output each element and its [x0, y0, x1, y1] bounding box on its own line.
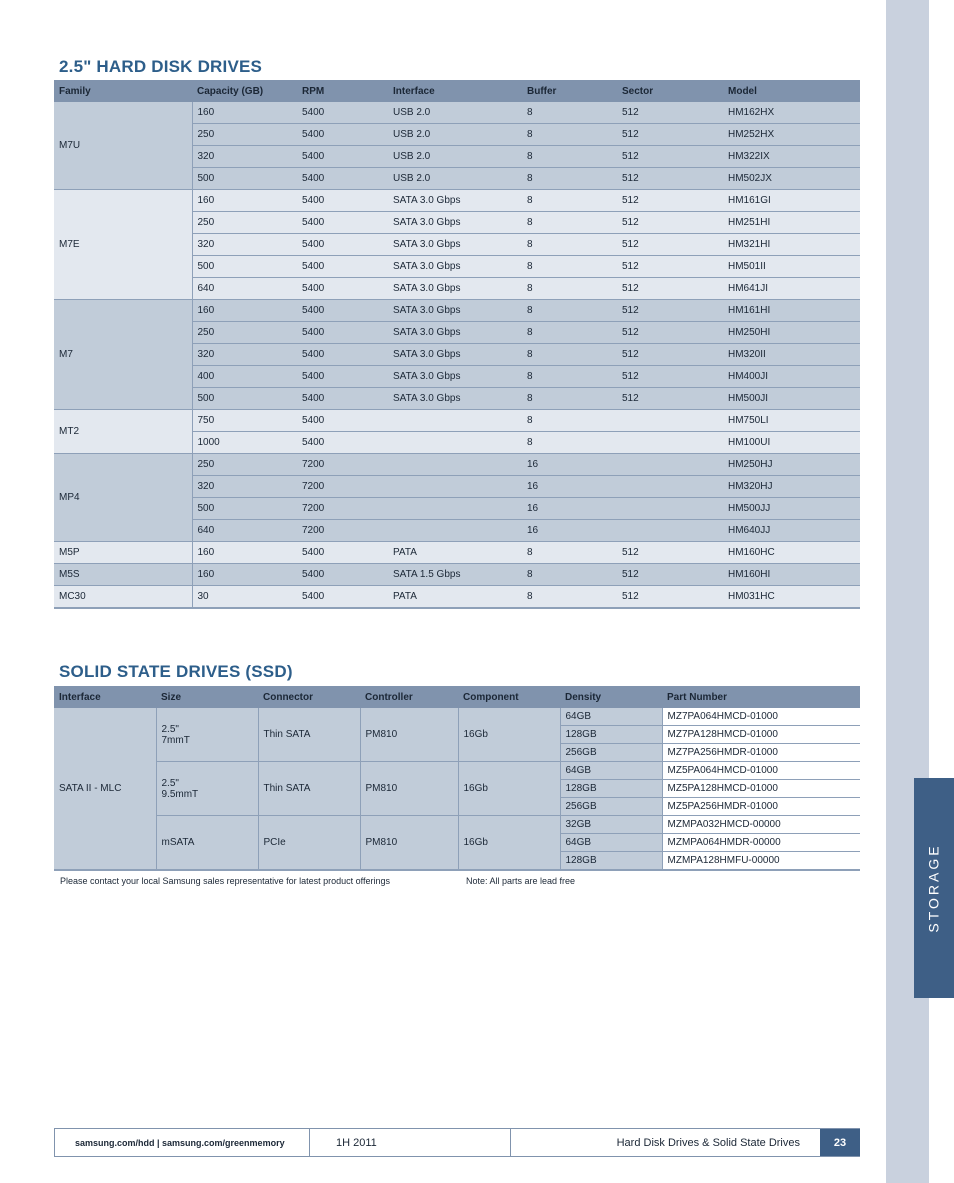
ssd-header-cell: Size — [156, 686, 258, 708]
table-cell: 8 — [522, 256, 617, 278]
table-cell: 8 — [522, 564, 617, 586]
ssd-header-cell: Density — [560, 686, 662, 708]
table-cell: HM160HI — [723, 564, 860, 586]
table-cell: 512 — [617, 168, 723, 190]
part-number-cell: MZMPA128HMFU-00000 — [662, 852, 860, 871]
table-cell: USB 2.0 — [388, 102, 522, 124]
table-cell: 512 — [617, 322, 723, 344]
component-cell: 16Gb — [458, 762, 560, 816]
table-cell: 320 — [192, 476, 297, 498]
table-cell: HM162HX — [723, 102, 860, 124]
table-cell: 7200 — [297, 476, 388, 498]
table-cell: 8 — [522, 366, 617, 388]
table-cell: SATA 3.0 Gbps — [388, 344, 522, 366]
density-cell: 256GB — [560, 798, 662, 816]
table-cell: HM321HI — [723, 234, 860, 256]
table-cell: 16 — [522, 520, 617, 542]
hdd-header-cell: Capacity (GB) — [192, 80, 297, 102]
table-cell: HM641JI — [723, 278, 860, 300]
table-cell: 5400 — [297, 300, 388, 322]
density-cell: 256GB — [560, 744, 662, 762]
table-cell: 512 — [617, 190, 723, 212]
ssd-header-cell: Interface — [54, 686, 156, 708]
table-cell — [388, 454, 522, 476]
hdd-header-cell: Sector — [617, 80, 723, 102]
connector-cell: PCIe — [258, 816, 360, 871]
table-cell: 400 — [192, 366, 297, 388]
table-cell: 5400 — [297, 234, 388, 256]
table-cell: SATA 3.0 Gbps — [388, 256, 522, 278]
density-cell: 32GB — [560, 816, 662, 834]
size-cell: 2.5" 7mmT — [156, 708, 258, 762]
table-cell: HM250HI — [723, 322, 860, 344]
interface-cell: SATA II - MLC — [54, 708, 156, 870]
hdd-section-title: 2.5" HARD DISK DRIVES — [59, 57, 263, 76]
table-cell: 5400 — [297, 432, 388, 454]
contact-note: Please contact your local Samsung sales representative for latest product offerings — [60, 876, 391, 886]
table-cell: 8 — [522, 586, 617, 609]
table-cell: 5400 — [297, 168, 388, 190]
table-cell: USB 2.0 — [388, 124, 522, 146]
size-cell: mSATA — [156, 816, 258, 871]
family-cell: M7 — [54, 300, 192, 410]
table-cell: 8 — [522, 234, 617, 256]
table-cell — [617, 520, 723, 542]
table-cell — [388, 520, 522, 542]
table-cell: 640 — [192, 278, 297, 300]
table-cell: 16 — [522, 454, 617, 476]
table-cell: 5400 — [297, 410, 388, 432]
table-cell: HM400JI — [723, 366, 860, 388]
table-cell: 16 — [522, 476, 617, 498]
connector-cell: Thin SATA — [258, 708, 360, 762]
table-cell: 160 — [192, 190, 297, 212]
density-cell: 128GB — [560, 726, 662, 744]
density-cell: 64GB — [560, 708, 662, 726]
table-cell — [617, 454, 723, 476]
table-cell: 8 — [522, 300, 617, 322]
ssd-section-title: SOLID STATE DRIVES (SSD) — [59, 662, 293, 681]
density-cell: 128GB — [560, 780, 662, 798]
table-cell: 250 — [192, 124, 297, 146]
table-cell: 250 — [192, 212, 297, 234]
table-cell: 5400 — [297, 146, 388, 168]
table-cell: 8 — [522, 278, 617, 300]
part-number-cell: MZMPA032HMCD-00000 — [662, 816, 860, 834]
table-cell: HM320HJ — [723, 476, 860, 498]
table-cell: 30 — [192, 586, 297, 609]
table-cell: 5400 — [297, 278, 388, 300]
table-cell — [388, 432, 522, 454]
family-cell: MT2 — [54, 410, 192, 454]
table-cell — [388, 476, 522, 498]
controller-cell: PM810 — [360, 708, 458, 762]
family-cell: MP4 — [54, 454, 192, 542]
table-cell: USB 2.0 — [388, 168, 522, 190]
table-cell: 8 — [522, 124, 617, 146]
part-number-cell: MZMPA064HMDR-00000 — [662, 834, 860, 852]
table-cell: 7200 — [297, 498, 388, 520]
hdd-table — [54, 80, 860, 609]
table-cell: 8 — [522, 212, 617, 234]
table-cell: 8 — [522, 388, 617, 410]
table-cell: 320 — [192, 344, 297, 366]
table-cell: 750 — [192, 410, 297, 432]
part-number-cell: MZ5PA064HMCD-01000 — [662, 762, 860, 780]
table-cell: 8 — [522, 432, 617, 454]
table-cell: HM320II — [723, 344, 860, 366]
hdd-header-cell: RPM — [297, 80, 388, 102]
table-cell: 500 — [192, 256, 297, 278]
table-cell: 5400 — [297, 212, 388, 234]
table-cell: SATA 3.0 Gbps — [388, 234, 522, 256]
table-cell: SATA 3.0 Gbps — [388, 388, 522, 410]
table-cell — [388, 410, 522, 432]
table-cell: HM500JJ — [723, 498, 860, 520]
table-cell: 8 — [522, 102, 617, 124]
table-cell: 512 — [617, 146, 723, 168]
footer — [54, 1128, 860, 1157]
table-cell — [617, 432, 723, 454]
table-cell — [617, 498, 723, 520]
table-cell: SATA 3.0 Gbps — [388, 190, 522, 212]
table-cell: HM160HC — [723, 542, 860, 564]
table-cell: 5400 — [297, 564, 388, 586]
table-cell — [617, 410, 723, 432]
table-cell: HM161GI — [723, 190, 860, 212]
table-row — [54, 762, 860, 780]
table-cell: HM502JX — [723, 168, 860, 190]
table-cell: SATA 3.0 Gbps — [388, 278, 522, 300]
table-cell: 512 — [617, 344, 723, 366]
hdd-header-cell: Family — [54, 80, 192, 102]
table-cell: 16 — [522, 498, 617, 520]
side-strip — [886, 0, 929, 1183]
table-cell: 5400 — [297, 124, 388, 146]
table-cell: 512 — [617, 278, 723, 300]
table-cell: HM252HX — [723, 124, 860, 146]
table-cell: 5400 — [297, 102, 388, 124]
table-row — [54, 190, 860, 212]
table-cell: 5400 — [297, 586, 388, 609]
table-cell: HM250HJ — [723, 454, 860, 476]
ssd-table — [54, 686, 860, 871]
part-number-cell: MZ7PA256HMDR-01000 — [662, 744, 860, 762]
table-cell: HM500JI — [723, 388, 860, 410]
table-cell: 160 — [192, 102, 297, 124]
ssd-header-cell: Controller — [360, 686, 458, 708]
part-number-cell: MZ7PA128HMCD-01000 — [662, 726, 860, 744]
table-cell: 8 — [522, 190, 617, 212]
table-cell: HM161HI — [723, 300, 860, 322]
table-row — [54, 816, 860, 834]
ssd-header-cell: Part Number — [662, 686, 860, 708]
table-cell: 160 — [192, 300, 297, 322]
table-cell: 512 — [617, 300, 723, 322]
table-cell: USB 2.0 — [388, 146, 522, 168]
connector-cell: Thin SATA — [258, 762, 360, 816]
table-cell: 512 — [617, 212, 723, 234]
table-cell: 5400 — [297, 322, 388, 344]
controller-cell: PM810 — [360, 816, 458, 871]
table-cell: 640 — [192, 520, 297, 542]
table-cell: 320 — [192, 234, 297, 256]
table-cell: 8 — [522, 322, 617, 344]
table-cell: 512 — [617, 586, 723, 609]
component-cell: 16Gb — [458, 708, 560, 762]
table-cell: SATA 3.0 Gbps — [388, 300, 522, 322]
table-cell: 160 — [192, 564, 297, 586]
table-cell: HM251HI — [723, 212, 860, 234]
table-cell: 5400 — [297, 542, 388, 564]
table-cell: 512 — [617, 366, 723, 388]
table-cell: 250 — [192, 322, 297, 344]
table-cell: 512 — [617, 542, 723, 564]
component-cell: 16Gb — [458, 816, 560, 871]
lead-free-note: Note: All parts are lead free — [466, 876, 576, 886]
table-cell: 250 — [192, 454, 297, 476]
part-number-cell: MZ5PA128HMCD-01000 — [662, 780, 860, 798]
table-row — [54, 708, 860, 726]
ssd-header-row — [54, 686, 860, 708]
table-cell: HM322IX — [723, 146, 860, 168]
table-cell: 5400 — [297, 190, 388, 212]
table-cell: 512 — [617, 234, 723, 256]
table-cell: 512 — [617, 564, 723, 586]
controller-cell: PM810 — [360, 762, 458, 816]
size-cell: 2.5" 9.5mmT — [156, 762, 258, 816]
table-cell: 1000 — [192, 432, 297, 454]
footer-date: 1H 2011 — [309, 1129, 510, 1156]
table-cell: 500 — [192, 168, 297, 190]
table-cell: 500 — [192, 498, 297, 520]
table-row — [54, 542, 860, 564]
table-cell — [617, 476, 723, 498]
table-cell: SATA 3.0 Gbps — [388, 212, 522, 234]
table-cell: HM640JJ — [723, 520, 860, 542]
table-cell: SATA 3.0 Gbps — [388, 366, 522, 388]
table-row — [54, 564, 860, 586]
ssd-header-cell: Connector — [258, 686, 360, 708]
footer-links[interactable]: samsung.com/hdd | samsung.com/greenmemory — [54, 1129, 309, 1156]
table-cell: SATA 1.5 Gbps — [388, 564, 522, 586]
table-cell: 512 — [617, 124, 723, 146]
density-cell: 128GB — [560, 852, 662, 871]
hdd-header-cell: Model — [723, 80, 860, 102]
density-cell: 64GB — [560, 762, 662, 780]
hdd-header-cell: Buffer — [522, 80, 617, 102]
table-cell: 5400 — [297, 388, 388, 410]
part-number-cell: MZ7PA064HMCD-01000 — [662, 708, 860, 726]
table-cell: 8 — [522, 410, 617, 432]
family-cell: M5S — [54, 564, 192, 586]
table-cell: 5400 — [297, 256, 388, 278]
table-cell: HM501II — [723, 256, 860, 278]
table-cell: 7200 — [297, 454, 388, 476]
table-cell: 500 — [192, 388, 297, 410]
family-cell: M7U — [54, 102, 192, 190]
table-row — [54, 410, 860, 432]
table-cell: 512 — [617, 102, 723, 124]
table-cell: HM031HC — [723, 586, 860, 609]
table-cell — [388, 498, 522, 520]
table-row — [54, 300, 860, 322]
table-cell: 320 — [192, 146, 297, 168]
table-cell: 512 — [617, 388, 723, 410]
table-row — [54, 454, 860, 476]
table-cell: 5400 — [297, 366, 388, 388]
table-cell: PATA — [388, 586, 522, 609]
hdd-header-cell: Interface — [388, 80, 522, 102]
part-number-cell: MZ5PA256HMDR-01000 — [662, 798, 860, 816]
storage-tab — [914, 778, 954, 998]
table-cell: 8 — [522, 344, 617, 366]
table-cell: 8 — [522, 542, 617, 564]
table-cell: 5400 — [297, 344, 388, 366]
table-cell: PATA — [388, 542, 522, 564]
table-cell: 512 — [617, 256, 723, 278]
table-cell: 160 — [192, 542, 297, 564]
page-number: 23 — [820, 1129, 860, 1156]
table-cell: HM750LI — [723, 410, 860, 432]
footer-section: Hard Disk Drives & Solid State Drives — [510, 1129, 820, 1156]
density-cell: 64GB — [560, 834, 662, 852]
table-cell: 8 — [522, 146, 617, 168]
table-cell: 8 — [522, 168, 617, 190]
table-cell: SATA 3.0 Gbps — [388, 322, 522, 344]
table-row — [54, 586, 860, 609]
family-cell: M7E — [54, 190, 192, 300]
table-row — [54, 102, 860, 124]
family-cell: MC30 — [54, 586, 192, 609]
family-cell: M5P — [54, 542, 192, 564]
hdd-header-row — [54, 80, 860, 102]
ssd-header-cell: Component — [458, 686, 560, 708]
table-cell: HM100UI — [723, 432, 860, 454]
table-cell: 7200 — [297, 520, 388, 542]
storage-tab-label: STORAGE — [926, 843, 943, 933]
